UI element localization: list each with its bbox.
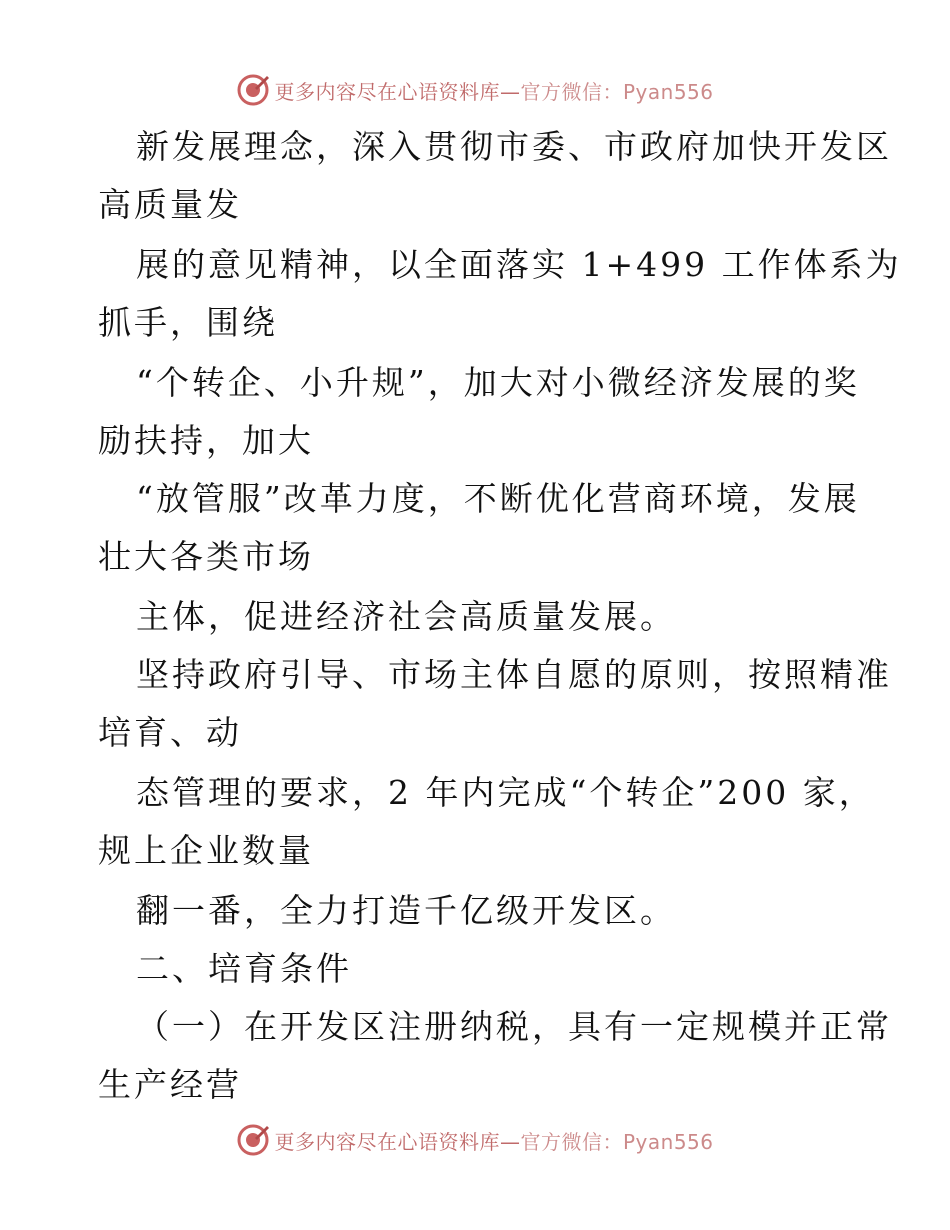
watermark-footer [0, 1120, 950, 1160]
text-line: 高质量发 [98, 185, 242, 224]
text-line: 抓手，围绕 [98, 303, 278, 342]
watermark-wechat-label: 官方微信： [520, 1129, 623, 1154]
text-line: 翻一番，全力打造千亿级开发区。 [136, 891, 676, 930]
text-line: “放管服”改革力度，不断优化营商环境，发展 [136, 479, 860, 518]
text-line: 生产经营 [98, 1065, 242, 1104]
text-line: 坚持政府引导、市场主体自愿的原则，按照精准 [136, 655, 892, 694]
text-line: 主体，促进经济社会高质量发展。 [136, 597, 676, 636]
watermark-wechat-id: Pyan556 [622, 1129, 714, 1154]
watermark-wechat-label: 官方微信： [520, 79, 623, 104]
watermark-main: 更多内容尽在心语资料库— [274, 1129, 521, 1154]
text-line: （一）在开发区注册纳税，具有一定规模并正常 [136, 1007, 892, 1046]
watermark-wechat-id: Pyan556 [622, 79, 714, 104]
pen-logo-icon [236, 73, 270, 107]
watermark-main: 更多内容尽在心语资料库— [274, 79, 521, 104]
text-line: 展的意见精神，以全面落实 1+499 工作体系为 [136, 245, 902, 284]
text-line: 励扶持，加大 [98, 421, 314, 460]
text-line: 培育、动 [98, 713, 242, 752]
watermark-text [274, 76, 713, 105]
text-line: 规上企业数量 [98, 831, 314, 870]
text-line: “个转企、小升规”，加大对小微经济发展的奖 [136, 363, 860, 402]
pen-logo-icon [236, 1123, 270, 1157]
text-line: 壮大各类市场 [98, 537, 314, 576]
text-line: 态管理的要求，2 年内完成“个转企”200 家， [136, 773, 875, 812]
watermark-text [274, 1126, 713, 1155]
watermark-header [0, 70, 950, 110]
text-line: 新发展理念，深入贯彻市委、市政府加快开发区 [136, 127, 892, 166]
text-line: 二、培育条件 [136, 949, 352, 988]
